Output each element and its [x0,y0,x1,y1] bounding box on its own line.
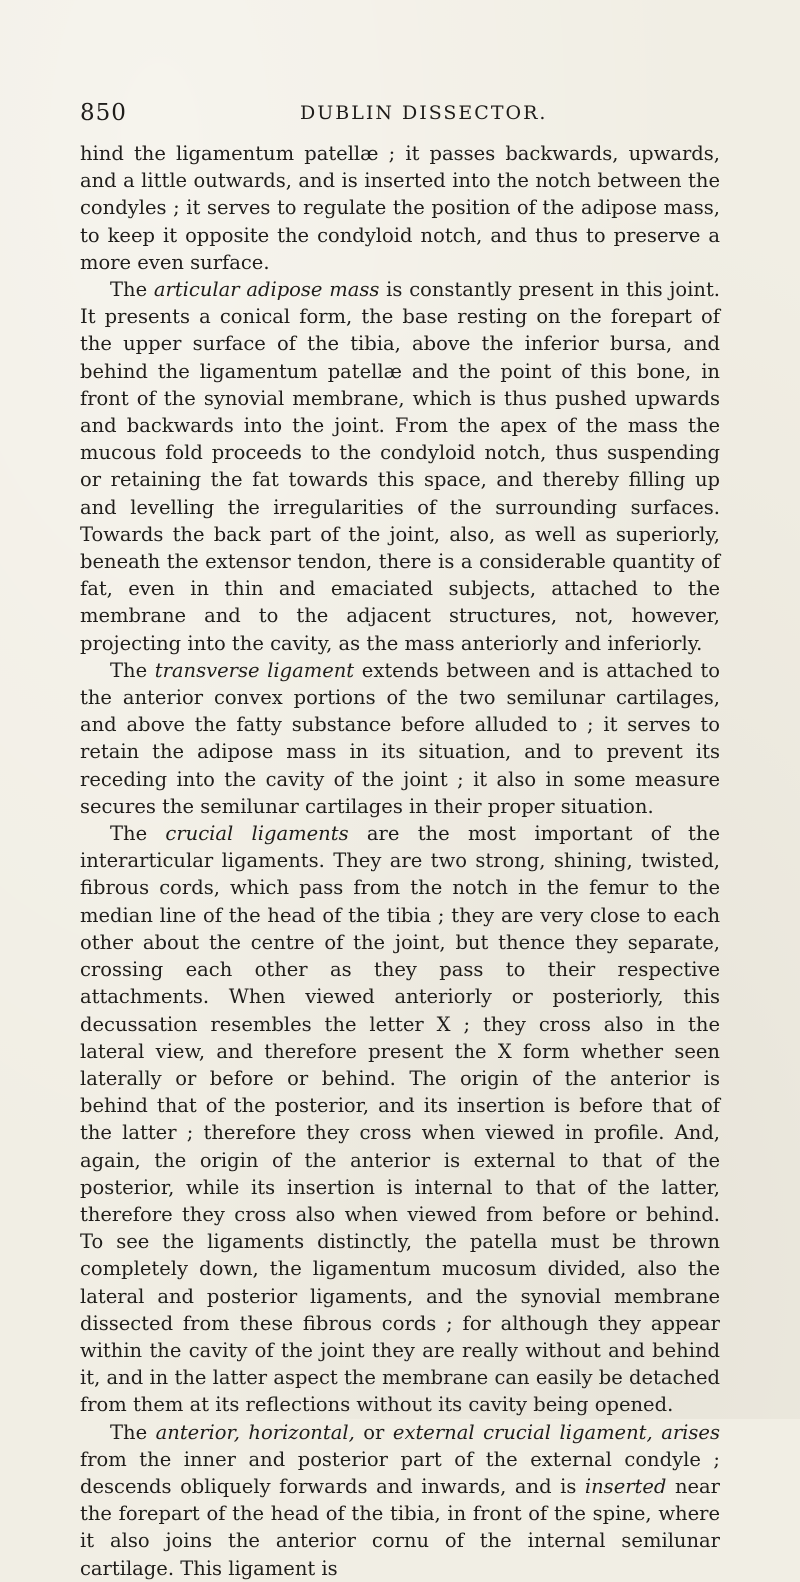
page-header [80,100,740,128]
body-text [80,140,720,1582]
paragraph-p1 [80,140,720,276]
text-segment: extends between and is attached to the anterior convex portions of the two semilunar cartilages, and above the fatty substance before alluded to ; it serves to retain the adipose mass in its situation, and to prevent its receding into the cavity of the joint ; it also in some measure secures the semilunar cartilages in their proper situation. [80,658,720,818]
paragraph-transverse-ligament [80,657,720,820]
text-segment: is constantly present in this joint. It presents a conical form, the base resting on the forepart of the upper surface of the tibia, above the inferior bursa, and behind the ligamentum patellæ and the point of this bone, in front of the synovial membrane, which is thus pushed upwards and backwards into the joint. From the apex of the mass the mucous fold proceeds to the condyloid notch, thus suspending or retaining the fat towards this space, and thereby filling up and levelling the irregularities of the surrounding surfaces. Towards the back part of the joint, also, as well as superiorly, beneath the extensor tendon, there is a considerable quantity of fat, even in thin and emaciated subjects, attached to the membrane and to the adjacent structures, not, however, projecting into the cavity, as the mass anteriorly and inferiorly. [80,278,720,655]
text-segment: hind the ligamentum patellæ ; it passes backwards, upwards, and a little outwards, and is inserted into the notch between the condyles ; it serves to regulate the position of the adipose mass, to keep it opposite the condyloid notch, and thus to preserve a more even surface. [80,142,720,274]
paragraph-anterior-crucial-ligament [80,1419,720,1582]
text-segment: The [110,278,154,302]
italic-term: anterior, horizontal, [155,1420,355,1444]
italic-term: transverse ligament [154,658,355,682]
paragraph-crucial-ligaments [80,820,720,1418]
italic-term: crucial ligaments [165,822,349,846]
text-segment: near the forepart of the head of the tibia, in front of the spine, where it also joins the anterior cornu of the internal semilunar cartilage. This ligament is [80,1474,720,1580]
text-segment: The [110,1420,156,1444]
paragraph-articular-adipose-mass [80,276,720,657]
italic-term: external crucial ligament, arises [392,1420,720,1444]
text-segment: from the inner and posterior part of the external condyle ; descends obliquely forwards and inwards, and is [80,1447,720,1498]
page-number: 850 [80,100,127,126]
text-segment: are the most important of the interarticular ligaments. They are two strong, shining, twisted, fibrous cords, which pass from the notch in the femur to the median line of the head of the tibia ; they are very close to each other about the centre of the joint, but thence they separate, crossing each other as they pass to their respective attachments. When viewed anteriorly or posteriorly, this decussation resembles the letter X ; they cross also in the lateral view, and therefore present the X form whether seen laterally or before or behind. The origin of the anterior is behind that of the posterior, and its insertion is before that of the latter ; therefore they cross when viewed in profile. And, again, the origin of the anterior is external to that of the posterior, while its insertion is internal to that of the latter, therefore they cross also when viewed from before or behind. To see the ligaments distinctly, the patella must be thrown completely down, the ligamentum mucosum divided, also the lateral and posterior ligaments, and the synovial membrane dissected from these fibrous cords ; for although they appear within the cavity of the joint they are really without and behind it, and in the latter aspect the membrane can easily be detached from them at its reflections without its cavity being opened. [80,822,720,1417]
running-head: DUBLIN DISSECTOR. [300,102,548,124]
italic-term: articular adipose mass [153,278,380,302]
text-segment: The [110,822,166,846]
italic-term: inserted [584,1474,667,1498]
text-segment: The [110,658,155,682]
text-segment: or [354,1420,393,1444]
